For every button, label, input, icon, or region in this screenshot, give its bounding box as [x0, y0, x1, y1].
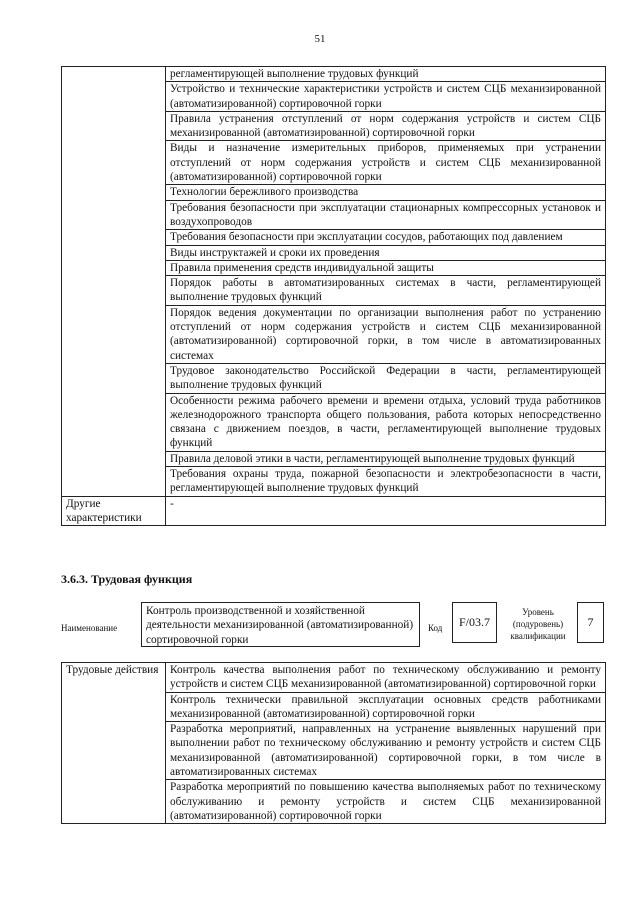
knowledge-item: Требования безопасности при эксплуатации стационарных компрессорных установок и воздухопроводов [166, 200, 606, 230]
knowledge-item: Правила деловой этики в части, регламентирующей выполнение трудовых функций [166, 451, 606, 466]
table-row [62, 67, 606, 82]
action-item: Разработка мероприятий, направленных на устранение выявленных нарушений при выполнении работ по техническому обслуживанию и ремонту устройств и систем СЦБ механизированной (автоматизированной) сортировочной горки, в том числе в автоматизированных системах [166, 722, 606, 780]
knowledge-item: Требования безопасности при эксплуатации сосудов, работающих под давлением [166, 230, 606, 245]
table-row [62, 496, 606, 526]
code-label: Код [428, 623, 443, 633]
knowledge-label-cell [62, 67, 166, 497]
other-characteristics-label: Другие характеристики [62, 496, 166, 526]
section-title: 3.6.3. Трудовая функция [61, 572, 193, 586]
knowledge-item: Правила применения средств индивидуальной защиты [166, 260, 606, 275]
knowledge-item: Виды и назначение измерительных приборов, применяемых при устранении отступлений от норм содержания устройств и систем СЦБ механизированной (автоматизированной) сортировочной горки [166, 141, 606, 185]
knowledge-item: Правила устранения отступлений от норм содержания устройств и систем СЦБ механизированной (автоматизированной) сортировочной горки [166, 111, 606, 141]
knowledge-item: Устройство и технические характеристики устройств и систем СЦБ механизированной (автоматизированной) сортировочной горки [166, 82, 606, 112]
action-item: Контроль технически правильной эксплуатации основных средств работниками механизированной (автоматизированной) сортировочной горки [166, 692, 606, 722]
table-row [62, 663, 606, 693]
action-item: Контроль качества выполнения работ по техническому обслуживанию и ремонту устройств и систем СЦБ механизированной (автоматизированной) сортировочной горки [166, 663, 606, 693]
knowledge-item: Технологии бережливого производства [166, 185, 606, 200]
knowledge-item: Виды инструктажей и сроки их проведения [166, 245, 606, 260]
action-item: Разработка мероприятий по повышению качества выполняемых работ по техническому обслуживанию и ремонту устройств и систем СЦБ механизированной (автоматизированной) сортировочной горки [166, 780, 606, 824]
knowledge-item: Порядок работы в автоматизированных системах в части, регламентирующей выполнение трудовых функций [166, 276, 606, 306]
actions-label: Трудовые действия [62, 663, 166, 824]
page-number: 51 [314, 33, 326, 45]
other-characteristics-value: - [166, 496, 606, 526]
knowledge-item: Трудовое законодательство Российской Федерации в части, регламентирующей выполнение трудовых функций [166, 363, 606, 393]
knowledge-item: регламентирующей выполнение трудовых функций [166, 67, 606, 82]
knowledge-item: Порядок ведения документации по организации выполнения работ по устранению отступлений от норм содержания устройств и систем СЦБ механизированной (автоматизированной) сортировочной горки, в том числе в автоматизированных системах [166, 305, 606, 363]
knowledge-item: Требования охраны труда, пожарной безопасности и электробезопасности в части, регламентирующей выполнение трудовых функций [166, 467, 606, 497]
knowledge-item: Особенности режима рабочего времени и времени отдыха, условий труда работников железнодорожного транспорта общего пользования, работа которых непосредственно связана с движением поездов, в части, регламентирующей выполнение трудовых функций [166, 393, 606, 451]
level-box: 7 [577, 602, 604, 643]
level-label: Уровень (подуровень) квалификации [510, 607, 566, 641]
function-name-box: Контроль производственной и хозяйственной деятельности механизированной (автоматизированной) сортировочной горки [141, 602, 420, 647]
knowledge-table [61, 66, 606, 526]
code-box: F/03.7 [452, 602, 497, 643]
name-label: Наименование [61, 623, 118, 633]
actions-table [61, 662, 606, 824]
